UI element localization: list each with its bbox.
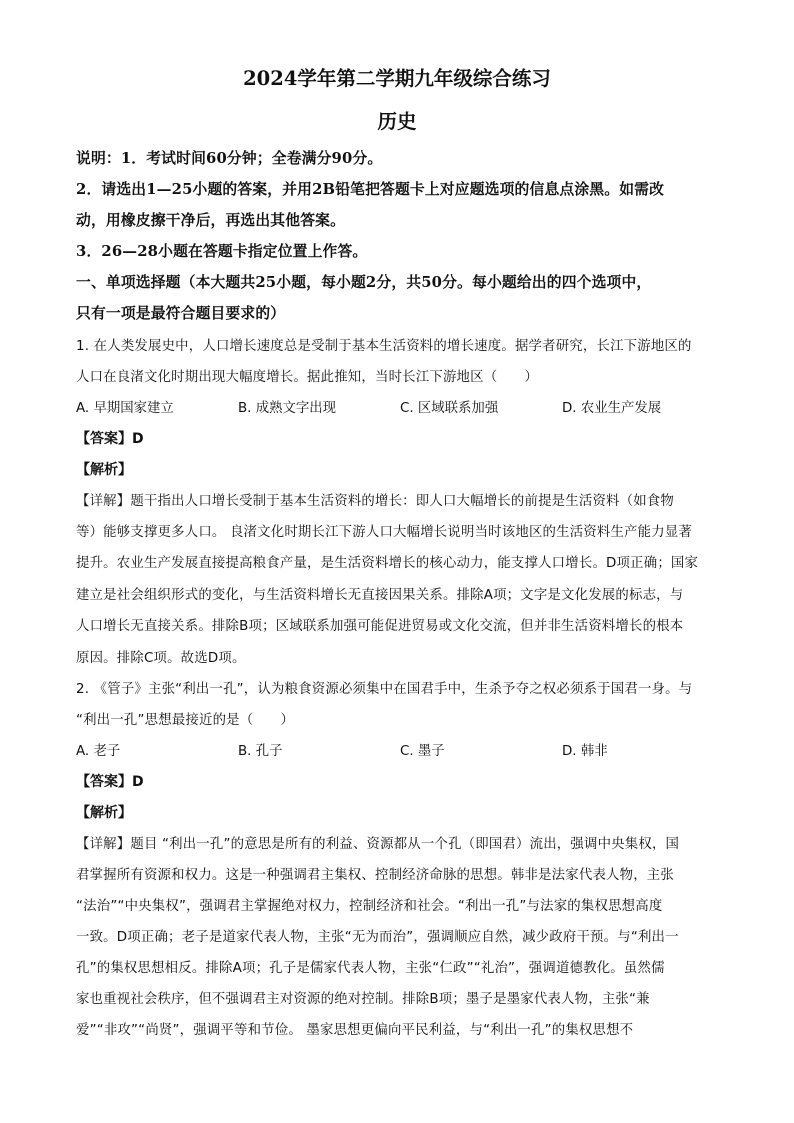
q2-detail-line-1: 【详解】题目 “利出一孔”的意思是所有的利益、资源都从一个孔（即国君）流出，强调中央集权，国 (76, 837, 680, 852)
instruction-line-2a: 2．请选出1—25小题的答案，并用2B铅笔把答题卡上对应题选项的信息点涂黑。如需改 (76, 181, 665, 198)
subject-title: 历史 (377, 110, 417, 133)
q1-detail-line-6: 原因。排除C项。故选D项。 (76, 651, 246, 666)
q2-stem-line-1: 2. 《管子》主张“利出一孔”，认为粮食资源必须集中在国君手中，生杀予夺之权必须系于国君一身。与 (76, 682, 693, 697)
instruction-line-3: 3．26—28小题在答题卡指定位置上作答。 (76, 243, 368, 260)
q1-detail-line-5: 人口增长无直接关系。排除B项；区域联系加强可能促进贸易或文化交流，但并非生活资料增长的根本 (76, 619, 684, 634)
q2-detail-line-6: 家也重视社会秩序，但不强调君主对资源的绝对控制。排除B项；墨子是墨家代表人物，主张“兼 (76, 992, 650, 1007)
q1-detail-line-3: 提升。农业生产发展直接提高粮食产量，是生活资料增长的核心动力，能支撑人口增长。D项正确；国家 (76, 556, 699, 571)
page-title: 2024学年第二学期九年级综合练习 (243, 67, 551, 90)
q2-detail-line-4: 一致。D项正确；老子是道家代表人物，主张“无为而治”，强调顺应自然，减少政府干预。与“利出一 (76, 930, 679, 945)
section-heading-line-2: 只有一项是最符合题目要求的） (76, 305, 286, 322)
q1-option-d: D. 农业生产发展 (562, 401, 662, 416)
q2-option-d: D. 韩非 (562, 744, 608, 759)
instruction-line-1: 说明：1．考试时间60分钟；全卷满分90分。 (76, 150, 383, 167)
q2-detail-line-3: “法治”“中央集权”，强调君主掌握绝对权力，控制经济和社会。“利出一孔”与法家的集权思想高度 (76, 899, 663, 914)
q2-detail-line-5: 孔”的集权思想相反。排除A项；孔子是儒家代表人物，主张“仁政”“礼治”，强调道德教化。虽然儒 (76, 961, 665, 976)
q1-option-b: B. 成熟文字出现 (238, 401, 337, 416)
q2-stem-line-2: “利出一孔”思想最接近的是（ ） (76, 713, 295, 728)
q1-answer: 【答案】D (76, 431, 144, 447)
q1-stem-line-2: 人口在良渚文化时期出现大幅度增长。据此推知，当时长江下游地区（ ） (76, 370, 539, 385)
q2-analysis-label: 【解析】 (76, 805, 132, 821)
section-heading-line-1: 一、单项选择题（本大题共25小题，每小题2分，共50分。每小题给出的四个选项中， (76, 274, 652, 291)
q1-option-c: C. 区域联系加强 (400, 401, 499, 416)
q2-detail-line-7: 爱”“非攻”“尚贤”，强调平等和节俭。 墨家思想更偏向平民利益，与“利出一孔”的集权思想不 (76, 1023, 634, 1038)
q2-detail-line-2: 君掌握所有资源和权力。这是一种强调君主集权、控制经济命脉的思想。韩非是法家代表人物，主张 (76, 868, 674, 883)
q1-detail-line-4: 建立是社会组织形式的变化，与生活资料增长无直接因果关系。排除A项；文字是文化发展的标志，与 (76, 588, 684, 603)
q1-detail-line-1: 【详解】题干指出人口增长受制于基本生活资料的增长：即人口大幅增长的前提是生活资料（如食物 (76, 494, 674, 509)
q2-option-a: A. 老子 (76, 744, 121, 759)
q1-stem-line-1: 1. 在人类发展史中，人口增长速度总是受制于基本生活资料的增长速度。据学者研究，长江下游地区的 (76, 339, 692, 354)
q2-answer: 【答案】D (76, 774, 144, 790)
q1-analysis-label: 【解析】 (76, 462, 132, 478)
q1-detail-line-2: 等）能够支撑更多人口。 良渚文化时期长江下游人口大幅增长说明当时该地区的生活资料生产能力显著 (76, 525, 693, 540)
q1-option-a: A. 早期国家建立 (76, 401, 174, 416)
q2-option-c: C. 墨子 (400, 744, 445, 759)
instruction-line-2b: 动，用橡皮擦干净后，再选出其他答案。 (76, 212, 346, 229)
q2-option-b: B. 孔子 (238, 744, 283, 759)
